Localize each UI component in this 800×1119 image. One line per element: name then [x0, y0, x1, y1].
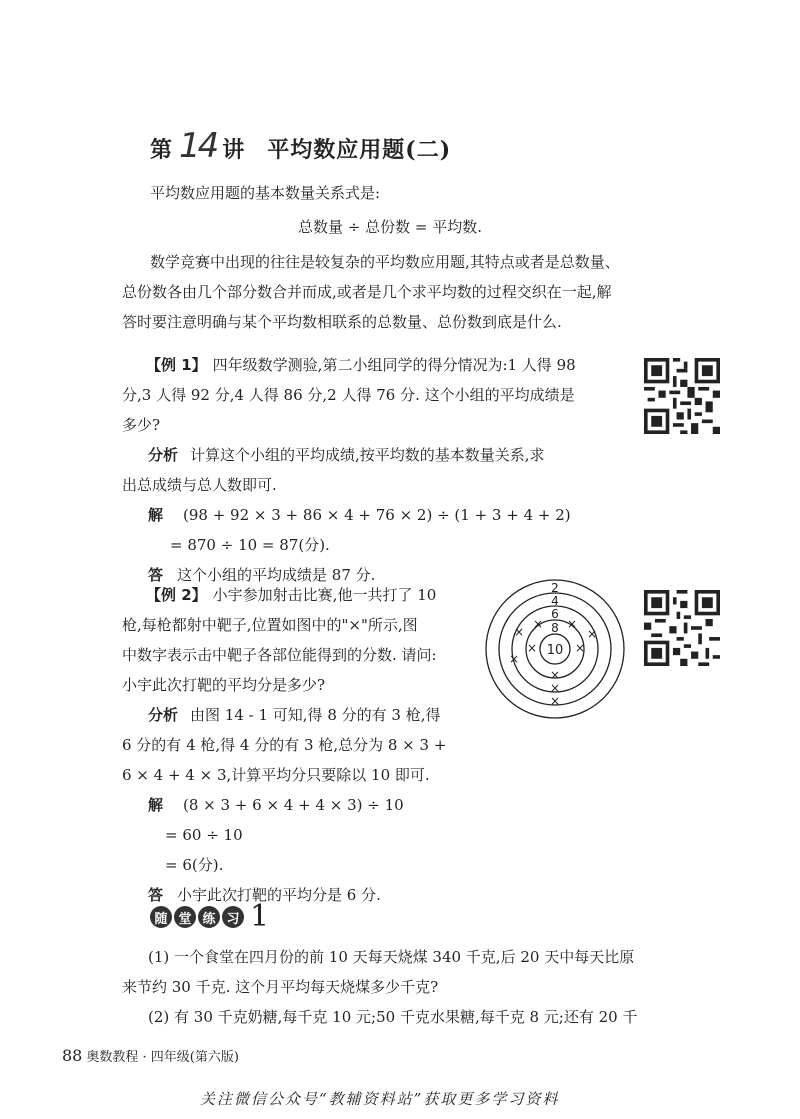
score-label: 8 — [551, 621, 559, 635]
example2-solution-2: = 60 ÷ 10 — [165, 826, 243, 844]
badge-char: 习 — [222, 906, 244, 928]
example2-analysis-2: 6 分的有 4 枪,得 4 分的有 3 枪,总分为 8 × 3 + — [122, 736, 447, 754]
hit-mark: × — [549, 668, 561, 682]
example2-answer: 答 小宇此次打靶的平均分是 6 分. — [148, 886, 381, 904]
watermark-text: 关注微信公众号“教辅资料站”获取更多学习资料 — [200, 1090, 560, 1108]
example1-solution-1: 解 (98 + 92 × 3 + 86 × 4 + 76 × 2) ÷ (1 + 3 + 4 + 2) — [148, 506, 571, 524]
formula: 总数量 ÷ 总份数 = 平均数. — [298, 218, 482, 236]
hit-mark: × — [549, 694, 561, 708]
practice-item-1: (1) 一个食堂在四月份的前 10 天每天烧煤 340 千克,后 20 天中每天比原 — [148, 948, 635, 966]
intro-para-2: 总份数各由几个部分数合并而成,或者是几个求平均数的过程交织在一起,解 — [122, 283, 612, 301]
badge-char: 练 — [198, 906, 220, 928]
example1-analysis-1: 分析 计算这个小组的平均成绩,按平均数的基本数量关系,求 — [148, 446, 545, 464]
example2-line-1: 【例 2】 小宇参加射击比赛,他一共打了 10 — [146, 586, 437, 604]
hit-mark: × — [532, 617, 544, 631]
practice-item-1-cont: 来节约 30 千克. 这个月平均每天烧煤多少千克? — [122, 978, 439, 996]
hit-mark: × — [549, 681, 561, 695]
hit-mark: × — [526, 641, 538, 655]
qr-code-icon[interactable] — [644, 590, 720, 666]
example2-line-3: 中数字表示击中靶子各部位能得到的分数. 请问: — [122, 646, 437, 664]
badge-char: 堂 — [174, 906, 196, 928]
practice-number: 1 — [250, 899, 270, 934]
intro-para-1: 数学竞赛中出现的往往是较复杂的平均数应用题,其特点或者是总数量、 — [150, 253, 620, 271]
hit-mark: × — [574, 641, 586, 655]
score-label: 2 — [551, 581, 559, 595]
example1-line-1: 【例 1】 四年级数学测验,第二小组同学的得分情况为:1 人得 98 — [146, 356, 576, 374]
badge-char: 随 — [150, 906, 172, 928]
example2-line-2: 枪,每枪都射中靶子,位置如图中的"×"所示,图 — [122, 616, 418, 634]
score-label: 6 — [551, 607, 559, 621]
score-label: 10 — [546, 643, 564, 658]
intro-para-3: 答时要注意明确与某个平均数相联系的总数量、总份数到底是什么. — [122, 313, 562, 331]
page-number: 88 — [62, 1046, 83, 1065]
practice-badge — [150, 899, 270, 934]
example1-solution-2: = 870 ÷ 10 = 87(分). — [170, 536, 330, 554]
intro-line: 平均数应用题的基本数量关系式是: — [150, 184, 381, 202]
example1-answer: 答 这个小组的平均成绩是 87 分. — [148, 566, 376, 584]
hit-mark: × — [508, 652, 520, 666]
practice-item-2: (2) 有 30 千克奶糖,每千克 10 元;50 千克水果糖,每千克 8 元;还有 20 千 — [148, 1008, 638, 1026]
chapter-title: 第 14 讲 平均数应用题(二) — [150, 126, 452, 166]
example2-solution-3: = 6(分). — [165, 856, 224, 874]
example1-analysis-2: 出总成绩与总人数即可. — [122, 476, 277, 494]
score-label: 4 — [551, 594, 559, 608]
example1-line-2: 分,3 人得 92 分,4 人得 86 分,2 人得 76 分. 这个小组的平均成绩是 — [122, 386, 575, 404]
example1-line-3: 多少? — [122, 416, 161, 434]
page-footer — [62, 1046, 239, 1065]
example2-analysis-1: 分析 由图 14 - 1 可知,得 8 分的有 3 枪,得 — [148, 706, 441, 724]
target-diagram — [484, 578, 626, 720]
book-title: 奥数教程 · 四年级(第六版) — [86, 1050, 239, 1065]
hit-mark: × — [566, 617, 578, 631]
example2-solution-1: 解 (8 × 3 + 6 × 4 + 4 × 3) ÷ 10 — [148, 796, 404, 814]
qr-code-icon[interactable] — [644, 358, 720, 434]
example2-line-4: 小宇此次打靶的平均分是多少? — [122, 676, 326, 694]
hit-mark: × — [586, 627, 598, 641]
hit-mark: × — [513, 625, 525, 639]
example2-analysis-3: 6 × 4 + 4 × 3,计算平均分只要除以 10 即可. — [122, 766, 430, 784]
